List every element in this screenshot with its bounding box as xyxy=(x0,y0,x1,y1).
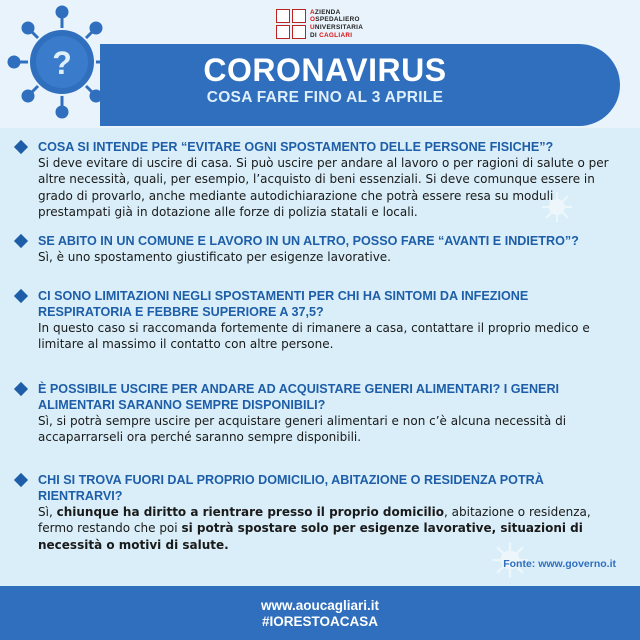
hospital-logo xyxy=(276,5,363,43)
virus-question-icon xyxy=(6,4,118,120)
faq-answer: In questo caso si raccomanda fortemente di rimanere a casa, contattare il proprio medico e limitare al massimo il contatto con altre persone. xyxy=(38,321,590,352)
faq-item-5 xyxy=(14,472,624,553)
diamond-bullet-icon xyxy=(14,289,28,303)
faq-answer: Sì, è uno spostamento giustificato per esigenze lavorative. xyxy=(38,250,391,264)
faq-answer: Sì, si potrà sempre uscire per acquistare generi alimentari e non c’è alcuna necessità di accaparrarseli ora perché saranno sempre disponibili. xyxy=(38,414,567,445)
faq-item-1 xyxy=(14,139,624,221)
page-subtitle: COSA FARE FINO AL 3 APRILE xyxy=(206,89,444,106)
faq-answer: Si deve evitare di uscire di casa. Si può uscire per andare al lavoro o per ragioni di salute o per altre necessità, quali, per esempio, l’acquisto di beni essenziali. Si deve comunque essere in grado di provarlo, anche mediante autodichiarazione che potrà essere resa su moduli prestampati già in dotazione alle forze di polizia statali e locali. xyxy=(38,156,609,220)
diamond-bullet-icon xyxy=(14,234,28,248)
footer-band xyxy=(0,586,640,640)
diamond-bullet-icon xyxy=(14,140,28,154)
faq-item-2 xyxy=(14,233,624,265)
source-credit: Fonte: www.governo.it xyxy=(503,558,616,570)
page-title: CORONAVIRUS xyxy=(203,52,447,88)
svg-text:?: ? xyxy=(52,45,72,81)
faq-answer: Sì, chiunque ha diritto a rientrare presso il proprio domicilio, abitazione o residenza, fermo restando che poi si potrà spostare solo per esigenze lavorative, situazioni di necessità o motivi di salute. xyxy=(38,505,591,552)
faq-question: COSA SI INTENDE PER “EVITARE OGNI SPOSTAMENTO DELLE PERSONE FISICHE”? xyxy=(14,139,624,155)
footer-website-link[interactable]: www.aoucagliari.it xyxy=(260,598,380,613)
footer-hashtag: #IORESTOACASA xyxy=(261,614,379,629)
faq-question: CI SONO LIMITAZIONI NEGLI SPOSTAMENTI PER CHI HA SINTOMI DA INFEZIONE RESPIRATORIA E FEBBRE SUPERIORE A 37,5? xyxy=(14,288,624,320)
logo-text: AZIENDA OSPEDALIERO UNIVERSITARIA DI CAGLIARI xyxy=(310,8,364,39)
diamond-bullet-icon xyxy=(14,473,28,487)
faq-question: È POSSIBILE USCIRE PER ANDARE AD ACQUISTARE GENERI ALIMENTARI? I GENERI ALIMENTARI SARANNO SEMPRE DISPONIBILI? xyxy=(14,381,624,413)
diamond-bullet-icon xyxy=(14,382,28,396)
faq-question: SE ABITO IN UN COMUNE E LAVORO IN UN ALTRO, POSSO FARE “AVANTI E INDIETRO”? xyxy=(14,233,624,249)
faq-item-3 xyxy=(14,288,624,353)
logo-crests-icon xyxy=(276,9,306,39)
faq-item-4 xyxy=(14,381,624,446)
faq-question: CHI SI TROVA FUORI DAL PROPRIO DOMICILIO, ABITAZIONE O RESIDENZA POTRÀ RIENTRARVI? xyxy=(14,472,624,504)
